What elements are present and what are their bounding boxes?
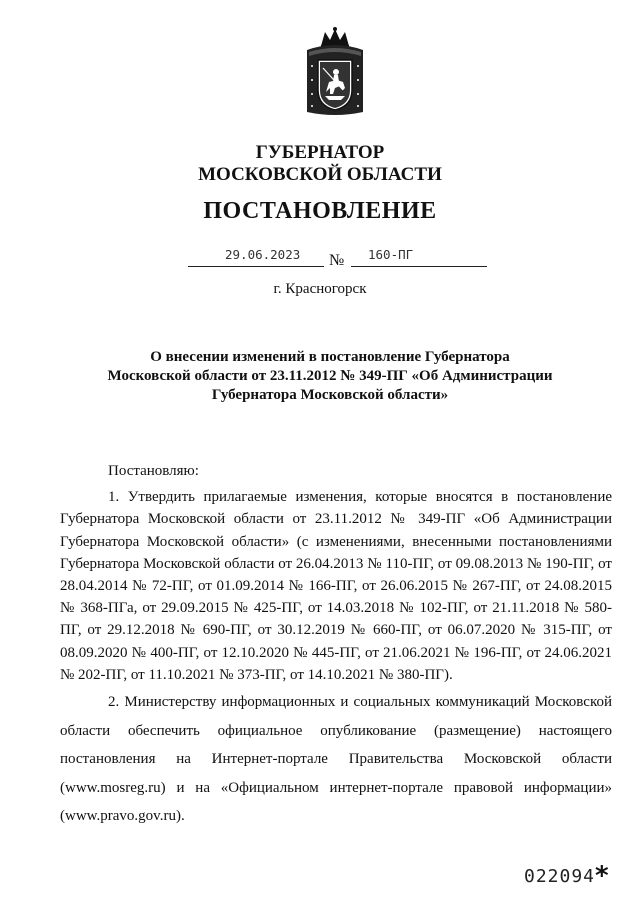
decree-paragraph-1: 1. Утвердить прилагаемые изменения, которые вносятся в постановление Губернатора Московской области от 23.11.2012 № 349-ПГ «Об Администрации Губернатора Московской области» (с изменениями, внесенными постановлениями Губернатора Московской области от 26.04.2013 № 110-ПГ, от 09.08.2013 № 190-ПГ, от 28.04.2014 № 72-ПГ, от 01.09.2014 № 166-ПГ, от 26.06.2015 № 267-ПГ, от 24.08.2015 № 368-ПГа, от 29.09.2015 № 425-ПГ, от 14.03.2018 № 102-ПГ, от 21.11.2018 № 580-ПГ, от 29.12.2018 № 690-ПГ, от 30.12.2019 № 660-ПГ, от 06.07.2020 № 315-ПГ, от 08.09.2020 № 400-ПГ, от 12.10.2020 № 445-ПГ, от 21.06.2021 № 196-ПГ, от 24.06.2021 № 202-ПГ, от 11.10.2021 № 373-ПГ, от 14.10.2021 № 380-ПГ). [60, 489, 612, 683]
document-title [60, 348, 600, 405]
document-city: г. Красногорск [273, 281, 367, 297]
document-date: 29.06.2023 [225, 247, 301, 262]
issuer-title-line2: МОСКОВСКОЙ ОБЛАСТИ [198, 164, 442, 185]
document-body [60, 460, 612, 831]
date-underline [188, 266, 324, 267]
issuer-title-line1: ГУБЕРНАТОР [255, 142, 385, 163]
number-underline [351, 266, 487, 267]
decree-intro: Постановляю: [108, 463, 199, 479]
title-line2: Московской области от 23.11.2012 № 349-ПГ «Об Администрации [107, 368, 553, 384]
registration-line [0, 244, 640, 274]
number-sign: № [329, 252, 345, 269]
document-number: 160-ПГ [368, 247, 414, 262]
serial-number: 022094 [524, 866, 596, 887]
document-type: ПОСТАНОВЛЕНИЕ [203, 198, 437, 224]
moscow-oblast-coat-of-arms-icon [299, 26, 371, 118]
decree-paragraph-2: 2. Министерству информационных и социальных коммуникаций Московской области обеспечить официальное опубликование (размещение) настоящего постановления на Интернет-портале Правительства Московской области (www.mosreg.ru) и на «Официальном интернет-портале правовой информации» (www.pravo.gov.ru). [60, 694, 612, 825]
asterisk-mark: * [595, 861, 609, 891]
title-line1: О внесении изменений в постановление Губернатора [150, 349, 510, 365]
title-line3: Губернатора Московской области» [211, 387, 449, 403]
